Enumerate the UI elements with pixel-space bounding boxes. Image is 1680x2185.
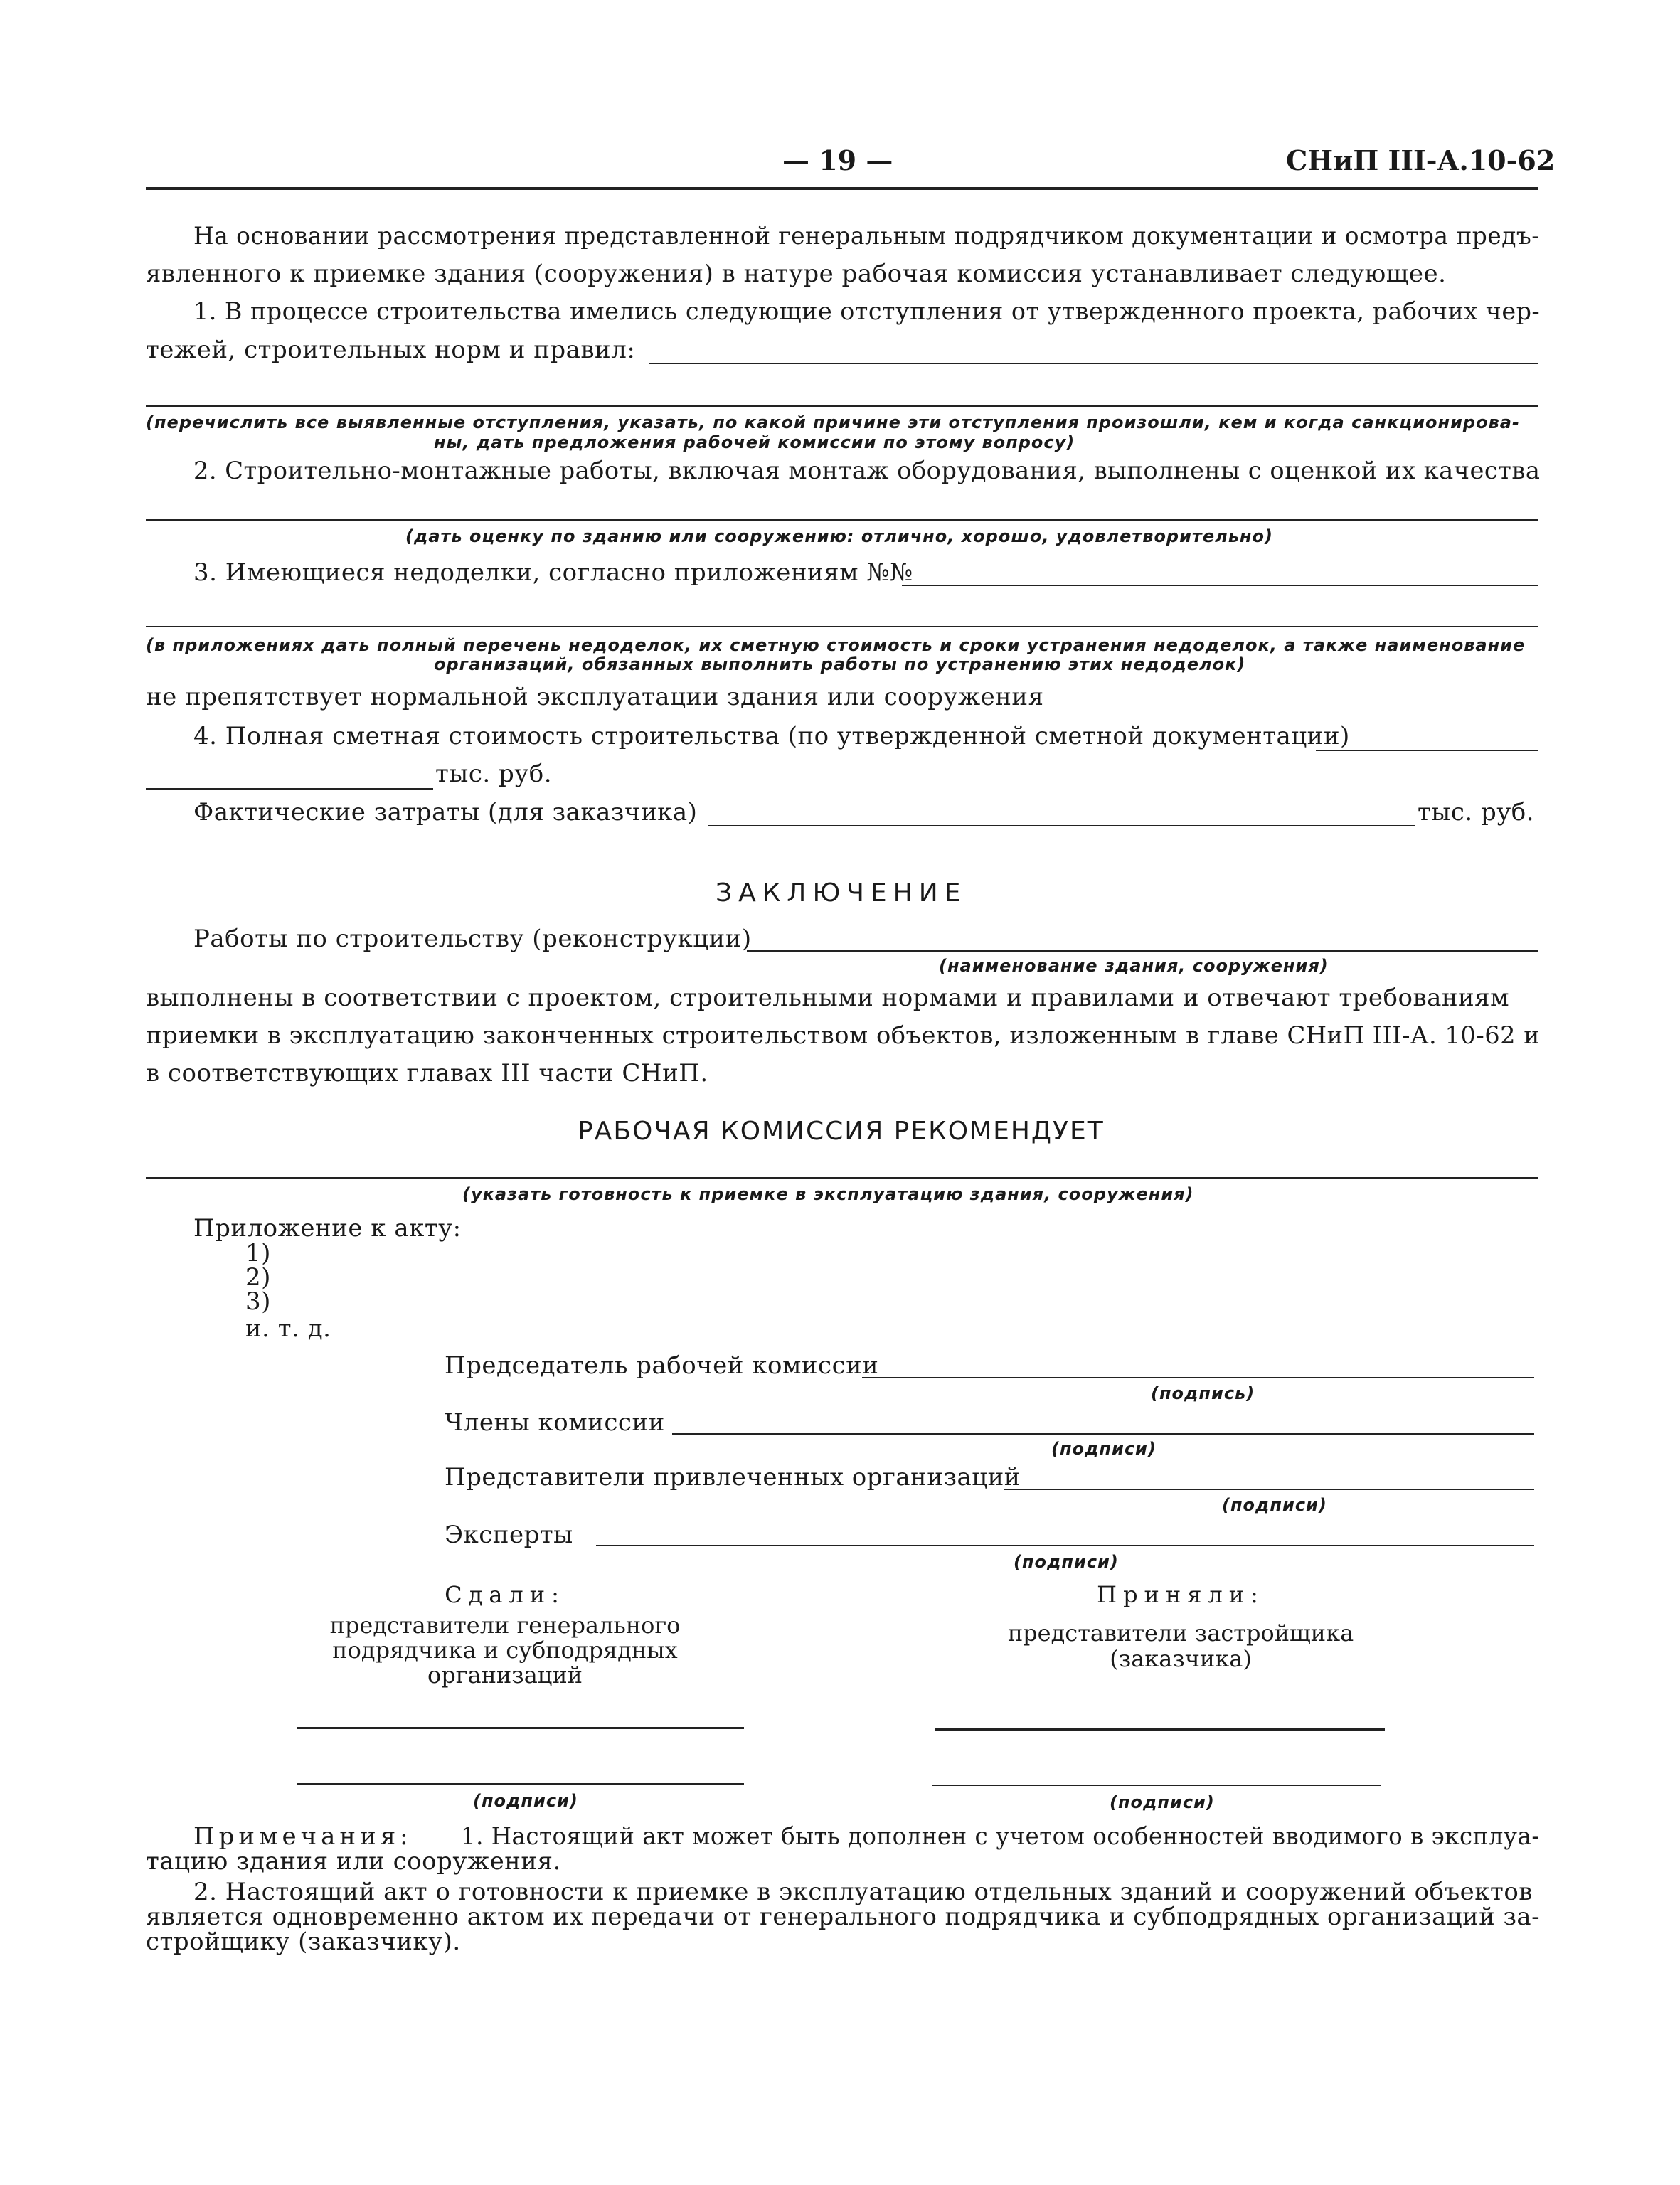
intro-line-1: На основании рассмотрения представленной генеральным подрядчиком документации и осмотра предъ- [193,222,1540,250]
item1-caption-2: ны, дать предложения рабочей комиссии по этому вопросу) [434,432,1075,452]
note-1-line-2: тацию здания или сооружения. [146,1847,561,1876]
conclusion-body-2: приемки в эксплуатацию законченных строительством объектов, изложенным в главе СНиП III-А. 10-62 и [146,1021,1541,1050]
conclusion-heading: ЗАКЛЮЧЕНИЕ [716,878,967,908]
note-2-line-1: 2. Настоящий акт о готовности к приемке в эксплуатацию отдельных зданий и сооружений объектов [193,1878,1533,1906]
members-caption: (подписи) [1051,1439,1157,1459]
notes-label: Примечания: [193,1822,413,1851]
conclusion-fill-line [747,950,1538,952]
item3-line: 3. Имеющиеся недоделки, согласно приложениям №№ [193,558,913,587]
item2-caption: (дать оценку по зданию или сооружению: отлично, хорошо, удовлетворительно) [405,526,1273,546]
item4-fill-line [1316,750,1538,751]
page-number: — 19 — [782,144,893,176]
took-line-1: представители застройщика [1007,1620,1354,1647]
conclusion-line-1: Работы по строительству (реконструкции) [193,925,752,953]
attachments-label: Приложение к акту: [193,1214,462,1243]
item4-actual-label: Фактические затраты (для заказчика) [193,798,698,826]
doc-code: СНиП III-А.10-62 [1286,144,1556,176]
took-sign-line-2 [932,1785,1381,1786]
gave-title: Сдали: [445,1581,565,1608]
recommend-caption: (указать готовность к приемке в эксплуатацию здания, сооружения) [462,1184,1194,1204]
header-rule [146,187,1538,190]
chairman-caption: (подпись) [1151,1383,1255,1403]
note-1-line-1: 1. Настоящий акт может быть дополнен с учетом особенностей вводимого в эксплуа- [461,1822,1540,1851]
gave-sign-line-2 [297,1783,744,1785]
gave-line-2: подрядчика и субподрядных [332,1637,678,1664]
item3-after: не препятствует нормальной эксплуатации здания или сооружения [146,683,1044,711]
members-label: Члены комиссии [445,1408,665,1437]
intro-line-2: явленного к приемке здания (сооружения) в натуре рабочая комиссия устанавливает следующее. [146,260,1447,288]
gave-line-3: организаций [427,1662,583,1689]
recommend-blank-line [146,1177,1538,1179]
item4-unit-2: тыс. руб. [1418,798,1535,826]
item4-cost-line [146,788,433,790]
attachment-item-1: 1) [245,1239,271,1267]
reps-label: Представители привлеченных организаций [445,1463,1021,1492]
item3-blank-line [146,626,1538,627]
gave-sign-line-1 [297,1727,744,1729]
recommend-heading: РАБОЧАЯ КОМИССИЯ РЕКОМЕНДУЕТ [578,1117,1105,1146]
item4-unit-1: тыс. руб. [435,760,553,788]
took-line-2: (заказчика) [1110,1645,1252,1672]
experts-line [596,1545,1534,1546]
took-caption: (подписи) [1110,1792,1215,1812]
note-2-line-2: является одновременно актом их передачи от генерального подрядчика и субподрядных организаций за- [146,1903,1541,1931]
item4-actual-line [708,825,1415,826]
gave-caption: (подписи) [473,1791,578,1811]
item1-fill-line [649,363,1538,364]
conclusion-body-1: выполнены в соответствии с проектом, строительными нормами и правилами и отвечают требованиям [146,984,1510,1012]
reps-caption: (подписи) [1222,1495,1327,1515]
item3-caption-2: организаций, обязанных выполнить работы по устранению этих недоделок) [434,654,1246,674]
item2-blank-line [146,519,1538,521]
took-sign-line-1 [935,1728,1385,1731]
reps-line [1004,1489,1534,1490]
item1-line-1: 1. В процессе строительства имелись следующие отступления от утвержденного проекта, рабочих чер- [193,297,1541,326]
members-line [672,1433,1534,1435]
chairman-label: Председатель рабочей комиссии [445,1351,879,1380]
item4-line: 4. Полная сметная стоимость строительства (по утвержденной сметной документации) [193,722,1350,750]
item3-caption-1: (в приложениях дать полный перечень недоделок, их сметную стоимость и сроки устранения недоделок, а также наименование [146,635,1526,655]
experts-caption: (подписи) [1014,1552,1119,1572]
chairman-line [862,1377,1534,1378]
item1-blank-line [146,405,1538,407]
gave-line-1: представители генерального [329,1612,681,1639]
item3-fill-line [902,585,1538,586]
note-2-line-3: стройщику (заказчику). [146,1928,461,1956]
attachment-item-etc: и. т. д. [245,1314,331,1343]
conclusion-caption: (наименование здания, сооружения) [939,956,1329,976]
item1-caption-1: (перечислить все выявленные отступления, указать, по какой причине эти отступления произошли, кем и когда санкционирова- [146,413,1520,432]
attachment-item-2: 2) [245,1263,271,1292]
attachment-item-3: 3) [245,1287,271,1316]
item1-line-2: тежей, строительных норм и правил: [146,336,636,364]
took-title: Приняли: [1097,1581,1265,1608]
conclusion-body-3: в соответствующих главах III части СНиП. [146,1059,708,1088]
item2-line: 2. Строительно-монтажные работы, включая монтаж оборудования, выполнены с оценкой их качества [193,457,1541,485]
experts-label: Эксперты [445,1521,573,1549]
